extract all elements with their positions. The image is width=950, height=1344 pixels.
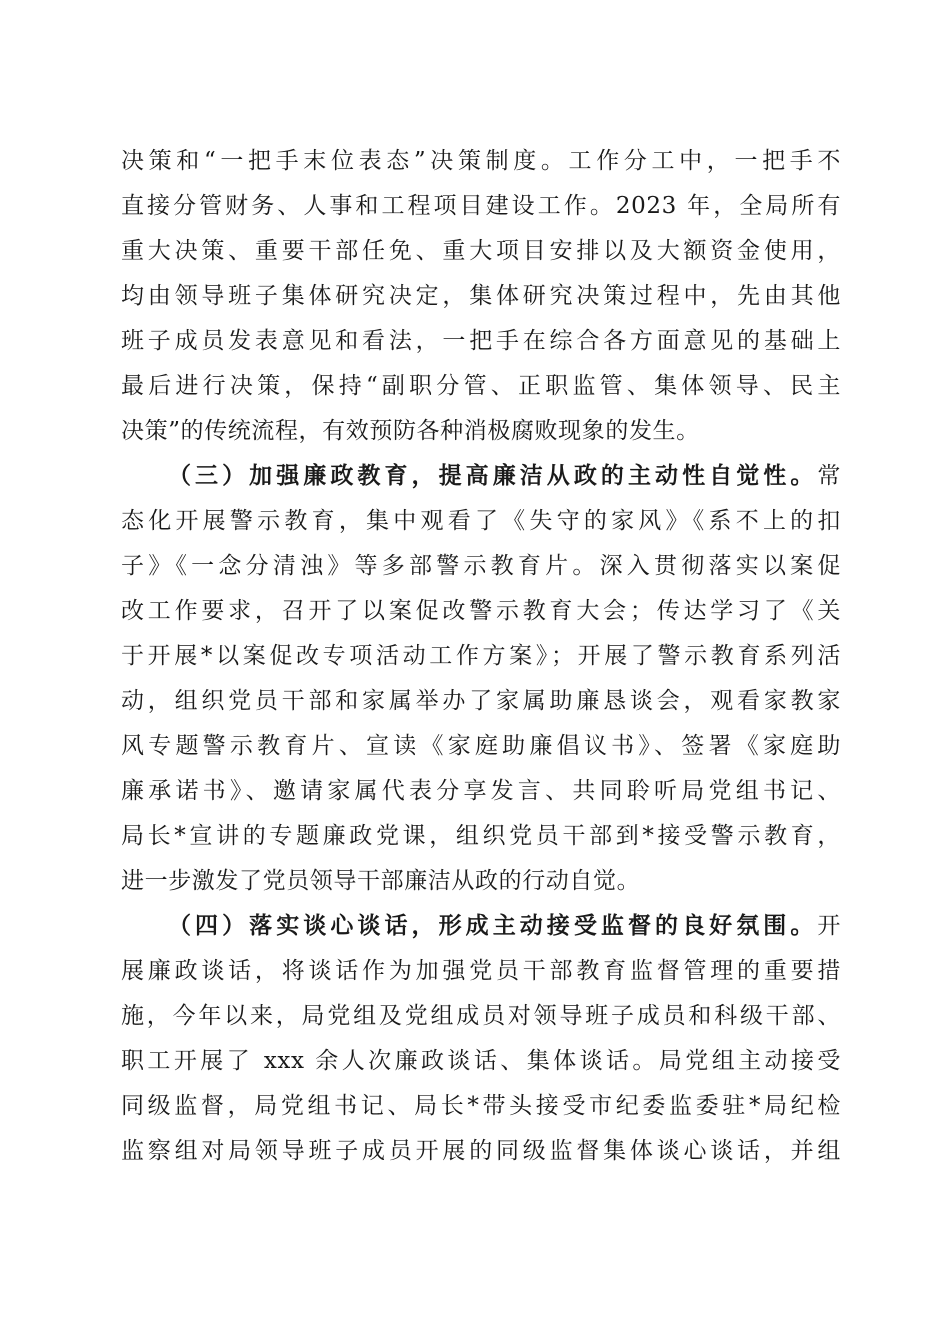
text-line: 廉承诺书》、邀请家属代表分享发言、共同聆听局党组书记、 [121,778,841,804]
text-line: 改工作要求，召开了以案促改警示教育大会；传达学习了《关 [121,598,841,624]
text-line: 风专题警示教育片、宣读《家庭助廉倡议书》、签署《家庭助 [121,733,841,759]
text-line: 决策”的传统流程，有效预防各种消极腐败现象的发生。 [121,418,700,444]
text-line: 直接分管财务、人事和工程项目建设工作。2023 年，全局所有 [121,193,841,219]
heading-line [168,910,841,942]
text-line: 监察组对局领导班子成员开展的同级监督集体谈心谈话，并组 [121,1138,841,1164]
text-line: 班子成员发表意见和看法，一把手在综合各方面意见的基础上 [121,328,841,354]
text-line: 局长*宣讲的专题廉政党课，组织党员干部到*接受警示教育， [121,823,841,849]
text-line: 态化开展警示教育，集中观看了《失守的家风》《系不上的扣 [121,508,841,534]
text-line: 重大决策、重要干部任免、重大项目安排以及大额资金使用， [121,238,841,264]
text-line: 均由领导班子集体研究决定，集体研究决策过程中，先由其他 [121,283,841,309]
text-line: 子》《一念分清浊》等多部警示教育片。深入贯彻落实以案促 [121,553,841,579]
heading-tail-text: 常 [817,463,841,489]
text-line: 最后进行决策，保持“副职分管、正职监管、集体领导、民主 [121,373,841,399]
section-heading: （四）落实谈心谈话，形成主动接受监督的良好氛围。 [168,912,818,939]
section-heading: （三）加强廉政教育，提高廉洁从政的主动性自觉性。 [168,462,818,489]
text-line: 于开展*以案促改专项活动工作方案》；开展了警示教育系列活 [121,643,841,669]
text-line: 动，组织党员干部和家属举办了家属助廉恳谈会，观看家教家 [121,688,841,714]
text-line: 职工开展了 xxx 余人次廉政谈话、集体谈话。局党组主动接受 [121,1048,841,1074]
text-line: 施，今年以来，局党组及党组成员对领导班子成员和科级干部、 [121,1003,841,1029]
heading-line [168,460,841,492]
text-line: 展廉政谈话，将谈话作为加强党员干部教育监督管理的重要措 [121,958,841,984]
text-line: 同级监督，局党组书记、局长*带头接受市纪委监委驻*局纪检 [121,1093,841,1119]
text-line: 进一步激发了党员领导干部廉洁从政的行动自觉。 [121,868,641,894]
heading-tail-text: 开 [817,913,841,939]
text-line: 决策和“一把手末位表态”决策制度。工作分工中，一把手不 [121,148,841,174]
